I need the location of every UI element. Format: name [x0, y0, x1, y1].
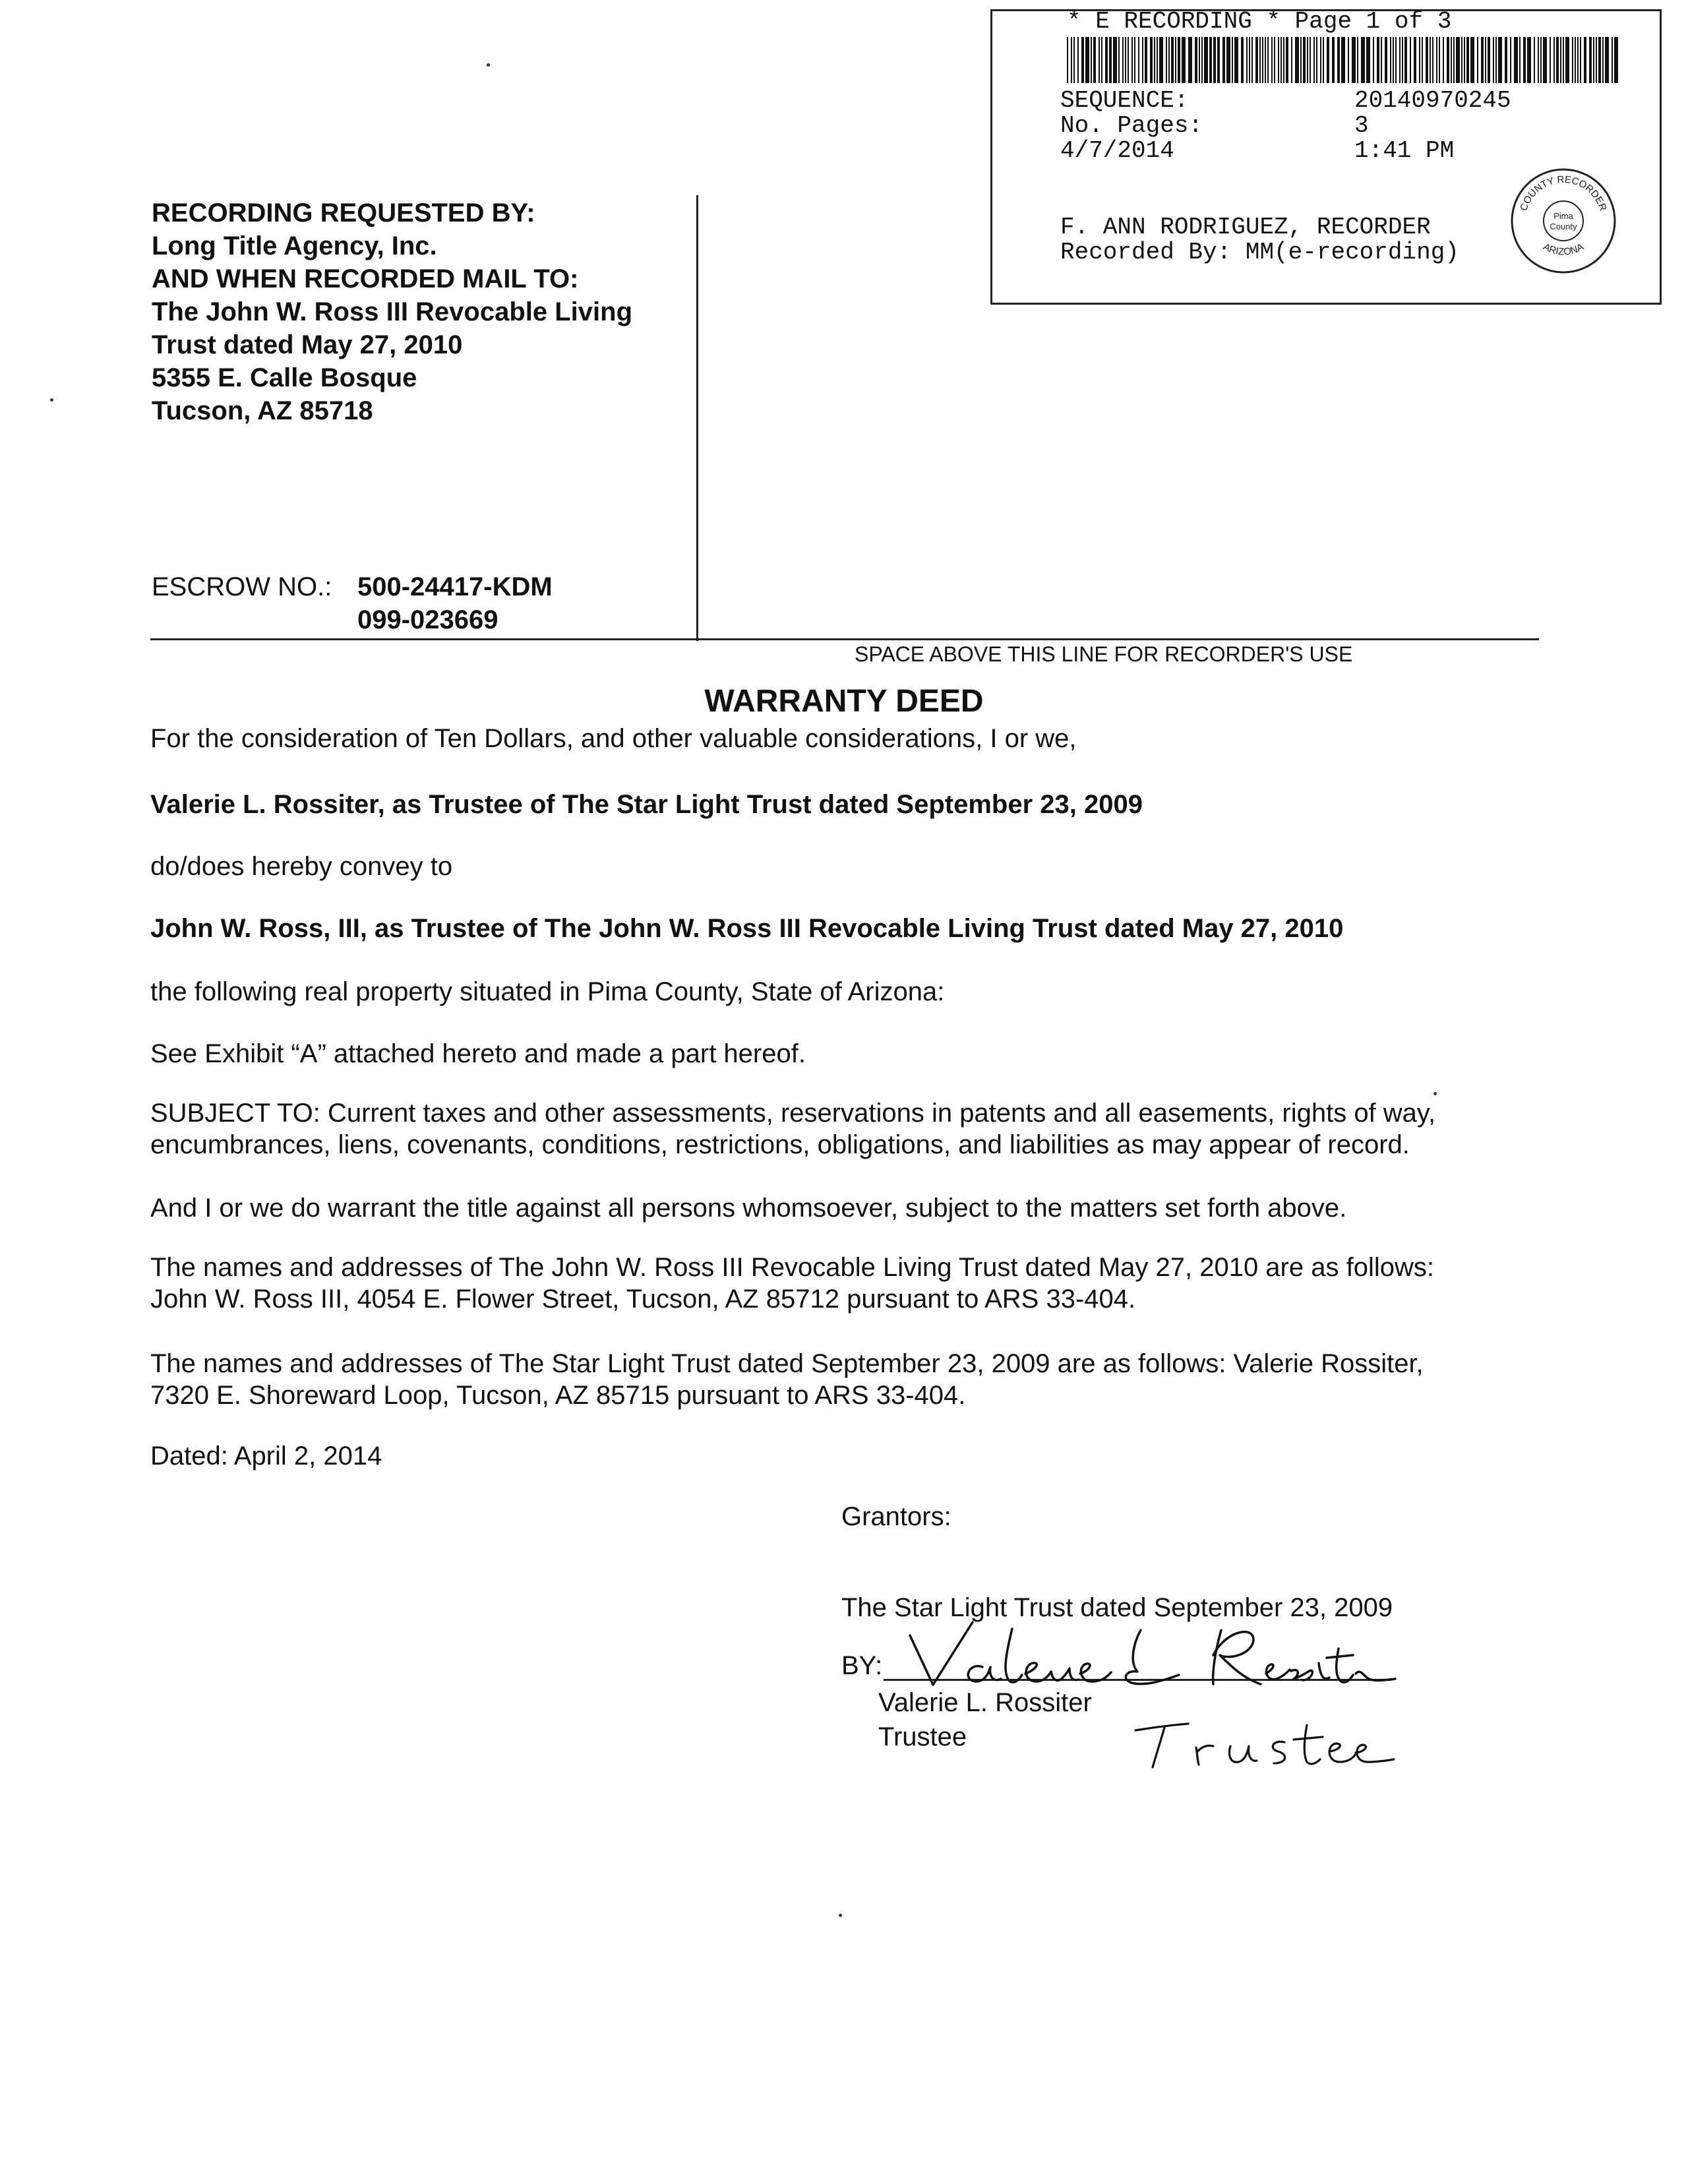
barcode-bar: [1171, 37, 1174, 83]
vertical-divider: [696, 195, 698, 641]
handwritten-trustee-annotation: [1131, 1708, 1395, 1774]
address-line: Tucson, AZ 85718: [152, 396, 373, 425]
barcode-bar: [1605, 37, 1609, 83]
recorder-space-note: SPACE ABOVE THIS LINE FOR RECORDER'S USE: [855, 642, 1353, 666]
barcode-bar: [1067, 37, 1068, 83]
recording-header: * E RECORDING * Page 1 of 3: [1067, 8, 1452, 35]
scan-speck: [50, 398, 53, 402]
barcode-bar: [1234, 37, 1238, 83]
barcode-bar: [1426, 37, 1428, 83]
subject-to-line-2: encumbrances, liens, covenants, conditions, restrictions, obligations, and liabilities as may appear of record.: [150, 1130, 1410, 1159]
convey-clause: do/does hereby convey to: [150, 852, 453, 881]
address-line: AND WHEN RECORDED MAIL TO:: [152, 264, 579, 293]
recorder-name: F. ANN RODRIGUEZ, RECORDER: [1060, 214, 1431, 241]
barcode-bar: [1232, 37, 1233, 83]
barcode-bar: [1348, 37, 1349, 83]
barcode-bar: [1157, 37, 1158, 83]
barcode: [1067, 37, 1621, 83]
grantee-addresses-line-1: The names and addresses of The John W. Ross III Revocable Living Trust dated May 27, 2010 are as follows:: [150, 1253, 1434, 1282]
barcode-bar: [1464, 37, 1465, 83]
barcode-bar: [1073, 37, 1075, 83]
handwritten-signature: [884, 1616, 1398, 1695]
barcode-bar: [1432, 37, 1433, 83]
barcode-bar: [1131, 37, 1133, 83]
barcode-bar: [1598, 37, 1601, 83]
barcode-bar: [1145, 37, 1147, 83]
subject-to-paragraph: [150, 1097, 1435, 1161]
warranty-paragraph: And I or we do warrant the title against all persons whomsoever, subject to the matters set forth above.: [150, 1194, 1347, 1223]
barcode-bar: [1495, 37, 1497, 83]
barcode-bar: [1485, 37, 1486, 83]
barcode-bar: [1300, 37, 1302, 83]
barcode-bar: [1527, 37, 1531, 83]
svg-text:COUNTY RECORDER: COUNTY RECORDER: [1518, 173, 1609, 213]
barcode-bar: [1307, 37, 1308, 83]
barcode-bar: [1404, 37, 1407, 83]
barcode-bar: [1381, 37, 1382, 83]
scan-speck: [487, 63, 490, 67]
barcode-bar: [1352, 37, 1356, 83]
barcode-bar: [1577, 37, 1579, 83]
svg-text:ARIZONA: ARIZONA: [1541, 241, 1586, 258]
barcode-bar: [1134, 37, 1135, 83]
barcode-bar: [1249, 37, 1250, 83]
barcode-bar: [1281, 37, 1282, 83]
barcode-bar: [1286, 37, 1288, 83]
barcode-bar: [1393, 37, 1394, 83]
barcode-bar: [1337, 37, 1340, 83]
barcode-bar: [1168, 37, 1170, 83]
barcode-bar: [1565, 37, 1569, 83]
barcode-bar: [1246, 37, 1248, 83]
barcode-bar: [1316, 37, 1317, 83]
barcode-bar: [1303, 37, 1306, 83]
barcode-bar: [1419, 37, 1420, 83]
barcode-bar: [1178, 37, 1180, 83]
barcode-bar: [1323, 37, 1324, 83]
barcode-bar: [1109, 37, 1112, 83]
grantor-name: Valerie L. Rossiter, as Trustee of The Star Light Trust dated September 23, 2009: [150, 790, 1143, 819]
address-line: Trust dated May 27, 2010: [152, 330, 463, 359]
recording-time: 1:41 PM: [1354, 137, 1455, 164]
barcode-bar: [1477, 37, 1478, 83]
barcode-bar: [1481, 37, 1484, 83]
barcode-bar: [1456, 37, 1460, 83]
consideration-paragraph: For the consideration of Ten Dollars, and other valuable considerations, I or we,: [150, 724, 1077, 753]
county-seal-icon: [1509, 166, 1618, 276]
barcode-bar: [1341, 37, 1345, 83]
barcode-bar: [1584, 37, 1586, 83]
grantor-addresses-line-1: The names and addresses of The Star Light Trust dated September 23, 2009 are as follows: Valerie Rossiter,: [150, 1349, 1424, 1378]
svg-text:Pima: Pima: [1553, 211, 1573, 221]
barcode-bar: [1466, 37, 1469, 83]
barcode-bar: [1373, 37, 1374, 83]
barcode-bar: [1540, 37, 1542, 83]
barcode-bar: [1575, 37, 1576, 83]
barcode-bar: [1118, 37, 1120, 83]
barcode-bar: [1182, 37, 1186, 83]
barcode-bar: [1560, 37, 1561, 83]
address-line: The John W. Ross III Revocable Living: [152, 297, 633, 326]
scan-speck: [1433, 1092, 1437, 1095]
barcode-bar: [1572, 37, 1573, 83]
barcode-bar: [1553, 37, 1555, 83]
barcode-bar: [1291, 37, 1292, 83]
barcode-bar: [1447, 37, 1449, 83]
barcode-bar: [1213, 37, 1216, 83]
escrow-number-secondary: 099-023669: [357, 605, 498, 634]
barcode-bar: [1099, 37, 1100, 83]
barcode-bar: [1175, 37, 1176, 83]
barcode-bar: [1125, 37, 1126, 83]
barcode-bar: [1361, 37, 1365, 83]
pages-label: No. Pages:: [1060, 112, 1203, 139]
barcode-bar: [1199, 37, 1200, 83]
barcode-bar: [1085, 37, 1089, 83]
barcode-bar: [1259, 37, 1261, 83]
barcode-bar: [1101, 37, 1102, 83]
recorded-by: Recorded By: MM(e-recording): [1060, 239, 1459, 266]
barcode-bar: [1451, 37, 1452, 83]
barcode-bar: [1550, 37, 1551, 83]
grantor-addresses-line-2: 7320 E. Shoreward Loop, Tucson, AZ 85715 pursuant to ARS 33-404.: [150, 1381, 966, 1410]
barcode-bar: [1071, 37, 1072, 83]
barcode-bar: [1217, 37, 1220, 83]
barcode-bar: [1514, 37, 1518, 83]
sequence-label: SEQUENCE:: [1060, 87, 1189, 114]
barcode-bar: [1105, 37, 1108, 83]
barcode-bar: [1519, 37, 1521, 83]
barcode-bar: [1195, 37, 1197, 83]
barcode-bar: [1310, 37, 1311, 83]
barcode-bar: [1091, 37, 1092, 83]
barcode-bar: [1262, 37, 1263, 83]
barcode-bar: [1188, 37, 1192, 83]
barcode-bar: [1589, 37, 1592, 83]
barcode-bar: [1385, 37, 1387, 83]
barcode-bar: [1150, 37, 1153, 83]
by-label: BY:: [841, 1651, 883, 1680]
barcode-bar: [1488, 37, 1490, 83]
barcode-bar: [1142, 37, 1143, 83]
barcode-bar: [1436, 37, 1437, 83]
barcode-bar: [1410, 37, 1411, 83]
property-clause: the following real property situated in Pima County, State of Arizona:: [150, 977, 945, 1006]
pages-value: 3: [1354, 112, 1369, 139]
grantors-label: Grantors:: [841, 1502, 951, 1531]
barcode-bar: [1453, 37, 1455, 83]
barcode-bar: [1222, 37, 1225, 83]
barcode-bar: [1498, 37, 1502, 83]
barcode-bar: [1295, 37, 1299, 83]
escrow-label: ESCROW NO.:: [152, 572, 332, 601]
barcode-bar: [1614, 37, 1618, 83]
barcode-bar: [1377, 37, 1379, 83]
barcode-bar: [1563, 37, 1564, 83]
barcode-bar: [1602, 37, 1604, 83]
exhibit-reference: See Exhibit “A” attached hereto and made a part hereof.: [150, 1039, 806, 1068]
grantee-name: John W. Ross, III, as Trustee of The John W. Ross III Revocable Living Trust dated May 27, 2010: [150, 914, 1344, 943]
barcode-bar: [1327, 37, 1329, 83]
barcode-bar: [1399, 37, 1401, 83]
barcode-bar: [1523, 37, 1526, 83]
barcode-bar: [1510, 37, 1511, 83]
barcode-bar: [1505, 37, 1507, 83]
barcode-bar: [1283, 37, 1284, 83]
barcode-bar: [1543, 37, 1547, 83]
barcode-bar: [1470, 37, 1474, 83]
barcode-bar: [1366, 37, 1370, 83]
barcode-bar: [1556, 37, 1559, 83]
barcode-bar: [1274, 37, 1275, 83]
svg-text:County: County: [1550, 222, 1577, 231]
barcode-bar: [1081, 37, 1084, 83]
escrow-number-primary: 500-24417-KDM: [357, 572, 553, 601]
barcode-bar: [1271, 37, 1273, 83]
scan-speck: [839, 1914, 842, 1917]
grantor-trust-name: The Star Light Trust dated September 23, 2009: [841, 1593, 1393, 1622]
barcode-bar: [1241, 37, 1244, 83]
barcode-bar: [1596, 37, 1597, 83]
barcode-bar: [1612, 37, 1613, 83]
barcode-bar: [1122, 37, 1124, 83]
grantee-addresses-paragraph: [150, 1252, 1434, 1315]
barcode-bar: [1538, 37, 1539, 83]
barcode-bar: [1159, 37, 1163, 83]
barcode-bar: [1493, 37, 1494, 83]
barcode-bar: [1201, 37, 1203, 83]
barcode-bar: [1422, 37, 1423, 83]
barcode-bar: [1209, 37, 1212, 83]
recording-date: 4/7/2014: [1060, 137, 1174, 164]
grantor-addresses-paragraph: [150, 1348, 1424, 1411]
barcode-bar: [1226, 37, 1230, 83]
barcode-bar: [1443, 37, 1444, 83]
barcode-bar: [1077, 37, 1079, 83]
barcode-bar: [1439, 37, 1440, 83]
recording-address-block: [152, 197, 632, 427]
address-line: 5355 E. Calle Bosque: [152, 363, 417, 392]
barcode-bar: [1395, 37, 1397, 83]
barcode-bar: [1251, 37, 1253, 83]
barcode-bar: [1128, 37, 1129, 83]
barcode-bar: [1580, 37, 1581, 83]
signer-name: Valerie L. Rossiter: [878, 1688, 1092, 1717]
dated-line: Dated: April 2, 2014: [150, 1441, 382, 1471]
barcode-bar: [1357, 37, 1358, 83]
barcode-bar: [1265, 37, 1266, 83]
barcode-bar: [1113, 37, 1117, 83]
barcode-bar: [1267, 37, 1269, 83]
barcode-bar: [1093, 37, 1096, 83]
barcode-bar: [1534, 37, 1535, 83]
address-line: RECORDING REQUESTED BY:: [152, 198, 535, 228]
barcode-bar: [1402, 37, 1403, 83]
barcode-bar: [1593, 37, 1594, 83]
deed-title: WARRANTY DEED: [704, 684, 984, 719]
signer-title: Trustee: [878, 1722, 967, 1751]
barcode-bar: [1138, 37, 1139, 83]
barcode-bar: [1430, 37, 1431, 83]
barcode-bar: [1414, 37, 1416, 83]
barcode-bar: [1320, 37, 1321, 83]
recorder-space-divider: [150, 638, 1539, 640]
barcode-bar: [1332, 37, 1335, 83]
barcode-bar: [1278, 37, 1279, 83]
address-line: Long Title Agency, Inc.: [152, 231, 437, 260]
barcode-bar: [1204, 37, 1208, 83]
barcode-bar: [1154, 37, 1155, 83]
barcode-bar: [1390, 37, 1391, 83]
grantee-addresses-line-2: John W. Ross III, 4054 E. Flower Street, Tucson, AZ 85712 pursuant to ARS 33-404.: [150, 1285, 1136, 1314]
barcode-bar: [1461, 37, 1462, 83]
barcode-bar: [1255, 37, 1258, 83]
subject-to-line-1: SUBJECT TO: Current taxes and other assessments, reservations in patents and all easements, rights of way,: [150, 1099, 1436, 1128]
barcode-bar: [1166, 37, 1167, 83]
barcode-bar: [1313, 37, 1315, 83]
sequence-value: 20140970245: [1354, 87, 1511, 114]
